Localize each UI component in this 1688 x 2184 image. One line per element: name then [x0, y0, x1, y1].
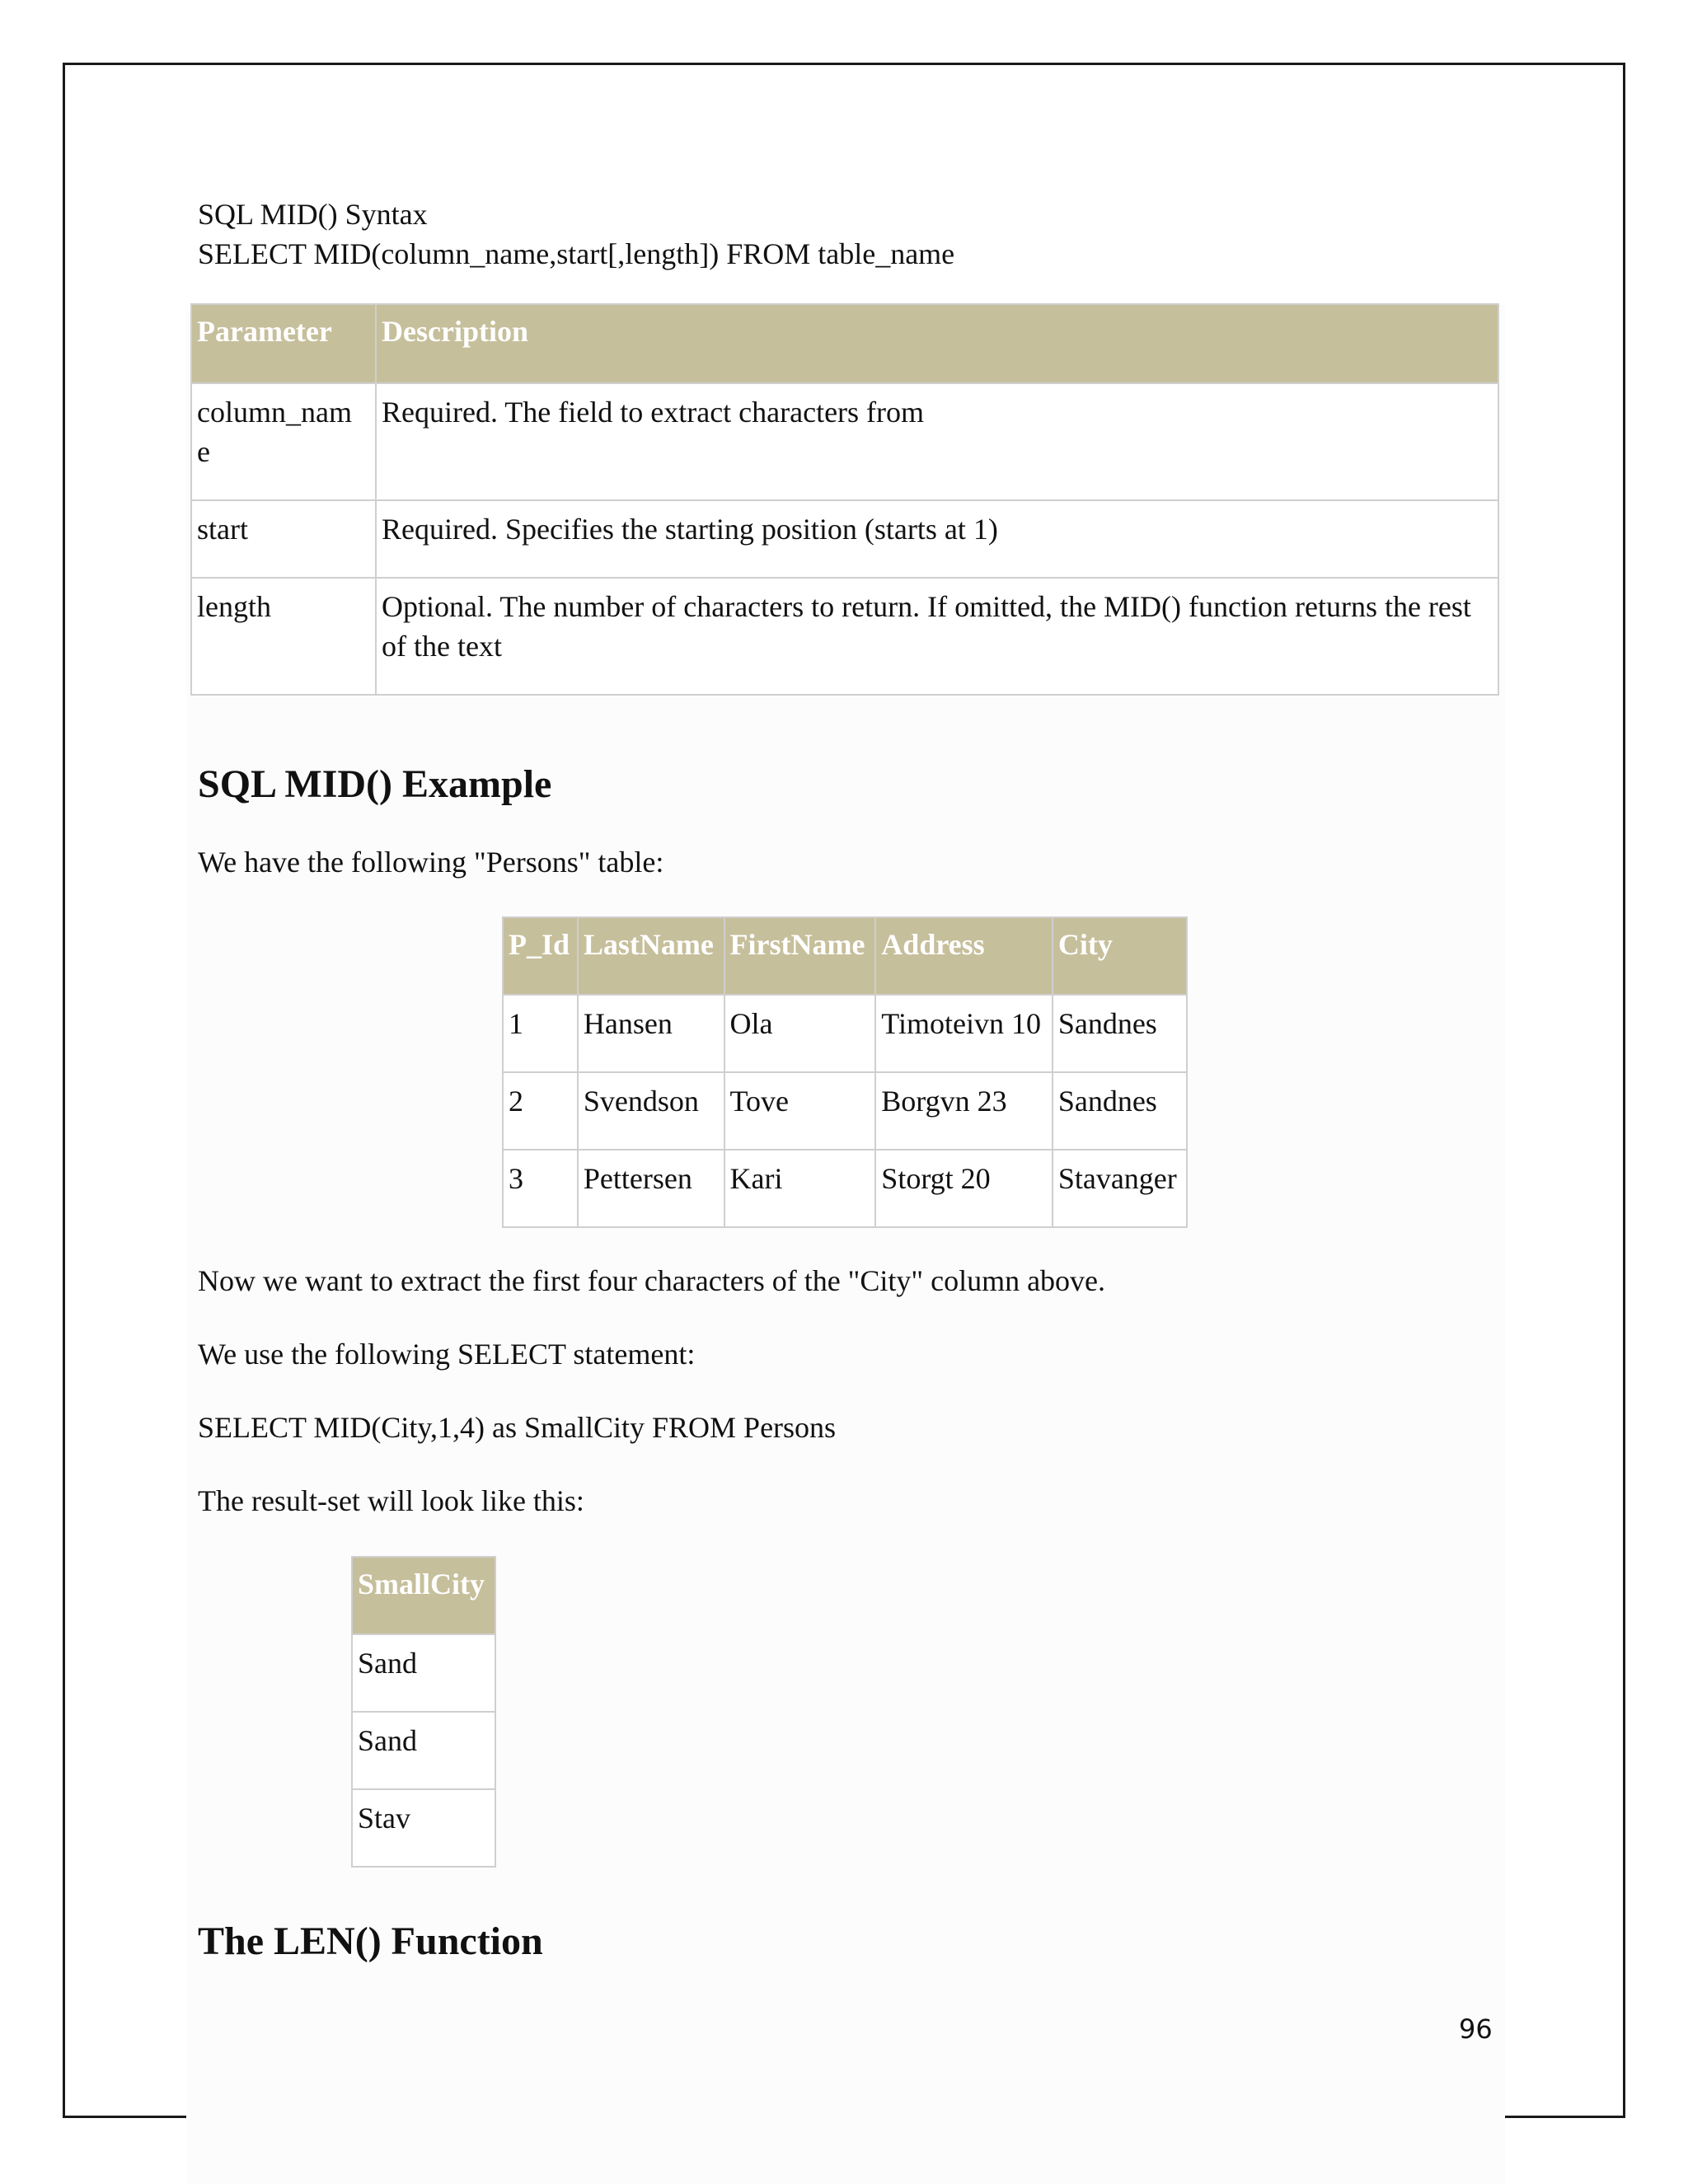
parameters-table — [190, 303, 1499, 696]
column-header: P_Id — [503, 917, 578, 995]
table-row — [352, 1634, 495, 1712]
table-cell: Pettersen — [578, 1150, 724, 1227]
table-header-row — [191, 304, 1498, 383]
page-number: 96 — [1459, 2013, 1493, 2045]
table-cell: Sandnes — [1053, 1072, 1187, 1150]
table-row — [191, 383, 1498, 500]
table-cell: Tove — [724, 1072, 876, 1150]
section-heading: The LEN() Function — [198, 1919, 543, 1963]
table-cell: 3 — [503, 1150, 578, 1227]
table-cell: Required. The field to extract characters from — [376, 383, 1498, 500]
column-header: LastName — [578, 917, 724, 995]
syntax-statement: SELECT MID(column_name,start[,length]) FROM table_name — [198, 237, 955, 270]
table-cell: 2 — [503, 1072, 578, 1150]
table-cell: Svendson — [578, 1072, 724, 1150]
column-header: SmallCity — [352, 1557, 495, 1634]
sql-statement: SELECT MID(City,1,4) as SmallCity FROM Persons — [198, 1411, 837, 1444]
table-cell: Sand — [352, 1634, 495, 1712]
table-cell: Kari — [724, 1150, 876, 1227]
intro-text: We have the following "Persons" table: — [198, 846, 664, 879]
table-cell: Optional. The number of characters to return. If omitted, the MID() function returns the rest of the text — [376, 578, 1498, 695]
column-header: Parameter — [191, 304, 376, 383]
table-row — [503, 1150, 1187, 1227]
section-heading: SQL MID() Example — [198, 762, 552, 806]
result-intro-text: The result-set will look like this: — [198, 1484, 584, 1517]
table-cell: length — [191, 578, 376, 695]
table-cell: Storgt 20 — [875, 1150, 1053, 1227]
table-header-row — [503, 917, 1187, 995]
table-header-row — [352, 1557, 495, 1634]
result-table — [351, 1556, 496, 1868]
table-cell: Borgvn 23 — [875, 1072, 1053, 1150]
table-cell: column_nam e — [191, 383, 376, 500]
goal-text: Now we want to extract the first four characters of the "City" column above. — [198, 1264, 1106, 1297]
statement-intro-text: We use the following SELECT statement: — [198, 1338, 696, 1371]
column-header: FirstName — [724, 917, 876, 995]
column-header: Address — [875, 917, 1053, 995]
table-row — [503, 1072, 1187, 1150]
table-cell: Stav — [352, 1789, 495, 1867]
column-header: Description — [376, 304, 1498, 383]
table-row — [503, 995, 1187, 1072]
table-row — [191, 578, 1498, 695]
column-header: City — [1053, 917, 1187, 995]
table-row — [191, 500, 1498, 578]
table-cell: start — [191, 500, 376, 578]
table-cell: Sand — [352, 1712, 495, 1789]
persons-table — [502, 916, 1188, 1228]
syntax-title: SQL MID() Syntax — [198, 198, 428, 231]
table-cell: Hansen — [578, 995, 724, 1072]
table-row — [352, 1712, 495, 1789]
table-cell: Ola — [724, 995, 876, 1072]
table-row — [352, 1789, 495, 1867]
table-cell: Sandnes — [1053, 995, 1187, 1072]
table-cell: Stavanger — [1053, 1150, 1187, 1227]
table-cell: Required. Specifies the starting position (starts at 1) — [376, 500, 1498, 578]
table-cell: Timoteivn 10 — [875, 995, 1053, 1072]
table-cell: 1 — [503, 995, 578, 1072]
